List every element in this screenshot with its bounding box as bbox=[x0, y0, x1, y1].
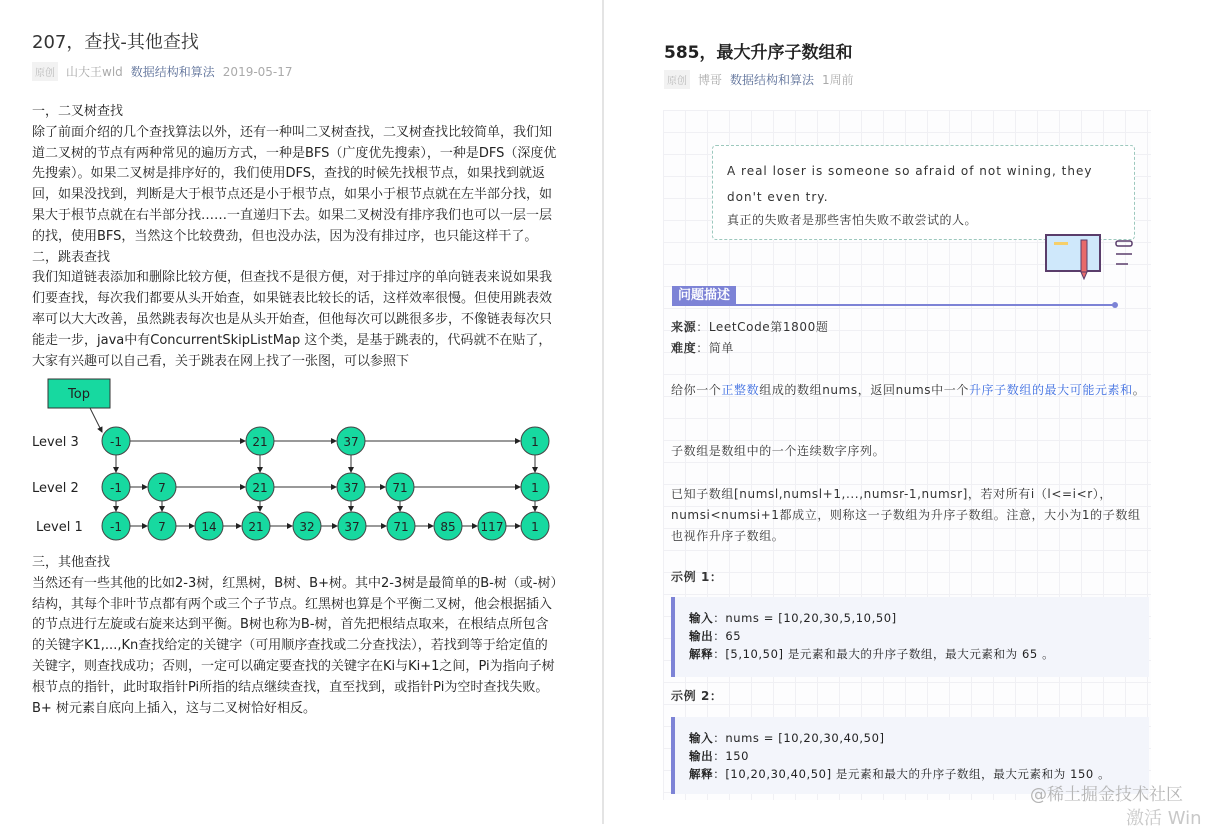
original-tag: 原创 bbox=[32, 62, 58, 81]
quote-cn: 真正的失败者是那些害怕失败不敢尝试的人。 bbox=[727, 213, 978, 227]
article-title: 207，查找-其他查找 bbox=[32, 32, 199, 53]
top-label: Top bbox=[68, 387, 90, 402]
section-heading-problem: 问题描述 bbox=[672, 286, 736, 305]
skip-node-value: -1 bbox=[110, 481, 122, 495]
paragraph: 除了前面介绍的几个查找算法以外，还有一种叫二叉树查找，二叉树查找比较简单，我们知道二叉树的节点有两种常见的遍历方式，一种是BFS（广度优先搜索），一种是DFS（深度优先搜索）。如果二叉树是排序好的，我们使用DFS，查找的时候先找根节点，如果找到就返回，如果没找到，判断是大于根节点还是小于根节点，如果小于根节点就在左半部分找，如果大于根节点就在右半部分找……一直递归下去。如果二叉树没有排序我们也可以一层一层的找，使用BFS，当然这个比较费劲，但也没办法，因为没有排过序，也只能这样干了。 bbox=[32, 124, 557, 244]
skip-node-value: 14 bbox=[201, 520, 217, 534]
difficulty-value: 简单 bbox=[708, 341, 735, 355]
skip-node-value: 7 bbox=[158, 520, 166, 534]
difficulty-line: 难度：简单 bbox=[671, 341, 735, 355]
section-heading: 一，二叉树查找 bbox=[32, 104, 124, 119]
article-body bbox=[32, 102, 557, 372]
author-link[interactable]: 博哥 bbox=[698, 73, 723, 87]
output-label: 输出 bbox=[689, 749, 714, 763]
skip-node-value: 85 bbox=[440, 520, 456, 534]
skip-node-value: 1 bbox=[531, 481, 539, 495]
example-1-title: 示例 1： bbox=[671, 570, 723, 584]
output-label: 输出 bbox=[689, 629, 714, 643]
explain-value: [5,10,50] 是元素和最大的升序子数组，最大元素和为 65 。 bbox=[725, 647, 1055, 661]
quote-box bbox=[712, 145, 1135, 240]
explain-label: 解释 bbox=[689, 767, 714, 781]
author-link[interactable]: 山大王wld bbox=[66, 65, 123, 79]
article-meta bbox=[32, 62, 293, 81]
skip-node-value: 21 bbox=[248, 520, 264, 534]
category-link[interactable]: 数据结构和算法 bbox=[130, 65, 215, 79]
quote-en-1: A real loser is someone so afraid of not wining, they bbox=[727, 164, 1093, 178]
skip-node-value: -1 bbox=[110, 520, 122, 534]
site-watermark: @稀土掘金技术社区 bbox=[1030, 785, 1183, 805]
example-1-box: 输入：nums = [10,20,30,5,10,50] 输出：65 解释：[5,10,50] 是元素和最大的升序子数组，最大元素和为 65 。 bbox=[671, 597, 1149, 677]
skip-node-value: 32 bbox=[299, 520, 315, 534]
top-pointer-arrow bbox=[90, 408, 102, 432]
category-link[interactable]: 数据结构和算法 bbox=[730, 73, 815, 87]
section-underline-dot bbox=[1112, 302, 1118, 308]
skip-node-value: 21 bbox=[252, 435, 268, 449]
source-label: 来源 bbox=[671, 320, 697, 334]
article-body-2 bbox=[32, 553, 557, 719]
skip-node-value: 37 bbox=[343, 435, 359, 449]
input-label: 输入 bbox=[689, 731, 714, 745]
original-tag: 原创 bbox=[664, 70, 690, 89]
paragraph: 当然还有一些其他的比如2-3树，红黑树，B树、B+树。其中2-3树是最简单的B-树（或-树）结构，其每个非叶节点都有两个或三个子节点。红黑树也算是个平衡二叉树，他会根据插入的节点进行左旋或右旋来达到平衡。B树也称为B-树，首先把根结点取来，在根结点所包含的关键字K1,...,Kn查找给定的关键字（可用顺序查找或二分查找法），若找到等于给定值的关键字，则查找成功；否则，一定可以确定要查找的关键字在Ki与Ki+1之间，Pi为指向子树根节点的指针，此时取指针Pi所指的结点继续查找，直至找到，或指针Pi为空时查找失败。B+ 树元素自底向上插入，这与二叉树恰好相反。 bbox=[32, 575, 557, 716]
difficulty-label: 难度 bbox=[671, 341, 697, 355]
skip-list-diagram bbox=[20, 375, 580, 550]
skip-node-value: 71 bbox=[393, 520, 409, 534]
article-meta-right bbox=[664, 70, 854, 89]
output-value: 65 bbox=[725, 629, 742, 643]
input-label: 输入 bbox=[689, 611, 714, 625]
output-value: 150 bbox=[725, 749, 750, 763]
highlight: 升序子数组的最大可能元素和 bbox=[968, 383, 1133, 397]
description bbox=[671, 380, 1149, 401]
section-heading: 三，其他查找 bbox=[32, 555, 111, 570]
description-2: 子数组是数组中的一个连续数字序列。 bbox=[671, 444, 886, 458]
quote-en-2: don't even try. bbox=[727, 190, 829, 204]
section-heading: 二，跳表查找 bbox=[32, 249, 111, 265]
publish-date: 1周前 bbox=[822, 73, 854, 87]
os-activation-watermark: 激活 Win bbox=[1126, 808, 1202, 829]
input-value: nums = [10,20,30,5,10,50] bbox=[725, 611, 897, 625]
text: 给你一个 bbox=[671, 383, 722, 397]
skip-node-value: 37 bbox=[344, 520, 360, 534]
skip-node-value: 117 bbox=[480, 520, 504, 534]
section-underline bbox=[672, 304, 1115, 306]
notebook-pen-icon bbox=[1044, 232, 1139, 280]
source-value: LeetCode第1800题 bbox=[708, 320, 829, 334]
left-article bbox=[0, 0, 602, 824]
example-2-box: 输入：nums = [10,20,30,40,50] 输出：150 解释：[10,20,30,40,50] 是元素和最大的升序子数组，最大元素和为 150 。 bbox=[671, 717, 1149, 794]
skip-node-value: 7 bbox=[158, 481, 166, 495]
skip-node-value: 37 bbox=[343, 481, 359, 495]
example-2-title: 示例 2： bbox=[671, 689, 723, 703]
article-title-right: 585，最大升序子数组和 bbox=[664, 43, 853, 63]
input-value: nums = [10,20,30,40,50] bbox=[725, 731, 885, 745]
skip-node-value: 71 bbox=[392, 481, 408, 495]
highlight: 正整数 bbox=[721, 383, 760, 397]
description-3: 已知子数组[numsl,numsl+1,...,numsr-1,numsr]，若对所有i（l<=i<r），numsi<numsi+1都成立，则称这一子数组为升序子数组。注意，大小为1的子数组也视作升序子数组。 bbox=[671, 487, 1141, 543]
explain-label: 解释 bbox=[689, 647, 714, 661]
source-line: 来源：LeetCode第1800题 bbox=[671, 320, 829, 334]
skip-node-value: 21 bbox=[252, 481, 268, 495]
skip-node-value: 1 bbox=[531, 520, 539, 534]
publish-date: 2019-05-17 bbox=[222, 64, 293, 79]
text: 组成的数组nums，返回nums中一个 bbox=[759, 383, 969, 397]
paragraph: 我们知道链表添加和删除比较方便，但查找不是很方便，对于排过序的单向链表来说如果我们要查找，每次我们都要从头开始查，如果链表比较长的话，这样效率很慢。但使用跳表效率可以大大改善，虽然跳表每次也是从头开始查，但他每次可以跳很多步，不像链表每次只能走一步，java中有ConcurrentSkipListMap 这个类，是基于跳表的，代码就不在贴了，大家有兴趣可以自己看，关于跳表在网上找了一张图，可以参照下 bbox=[32, 270, 553, 369]
skip-node-value: 1 bbox=[531, 435, 539, 449]
level-label: Level 2 bbox=[32, 481, 79, 496]
level-label: Level 1 bbox=[36, 520, 83, 535]
text: 。 bbox=[1132, 383, 1146, 397]
skip-node-value: -1 bbox=[110, 435, 122, 449]
explain-value: [10,20,30,40,50] 是元素和最大的升序子数组，最大元素和为 150 。 bbox=[725, 767, 1111, 781]
level-label: Level 3 bbox=[32, 435, 79, 450]
